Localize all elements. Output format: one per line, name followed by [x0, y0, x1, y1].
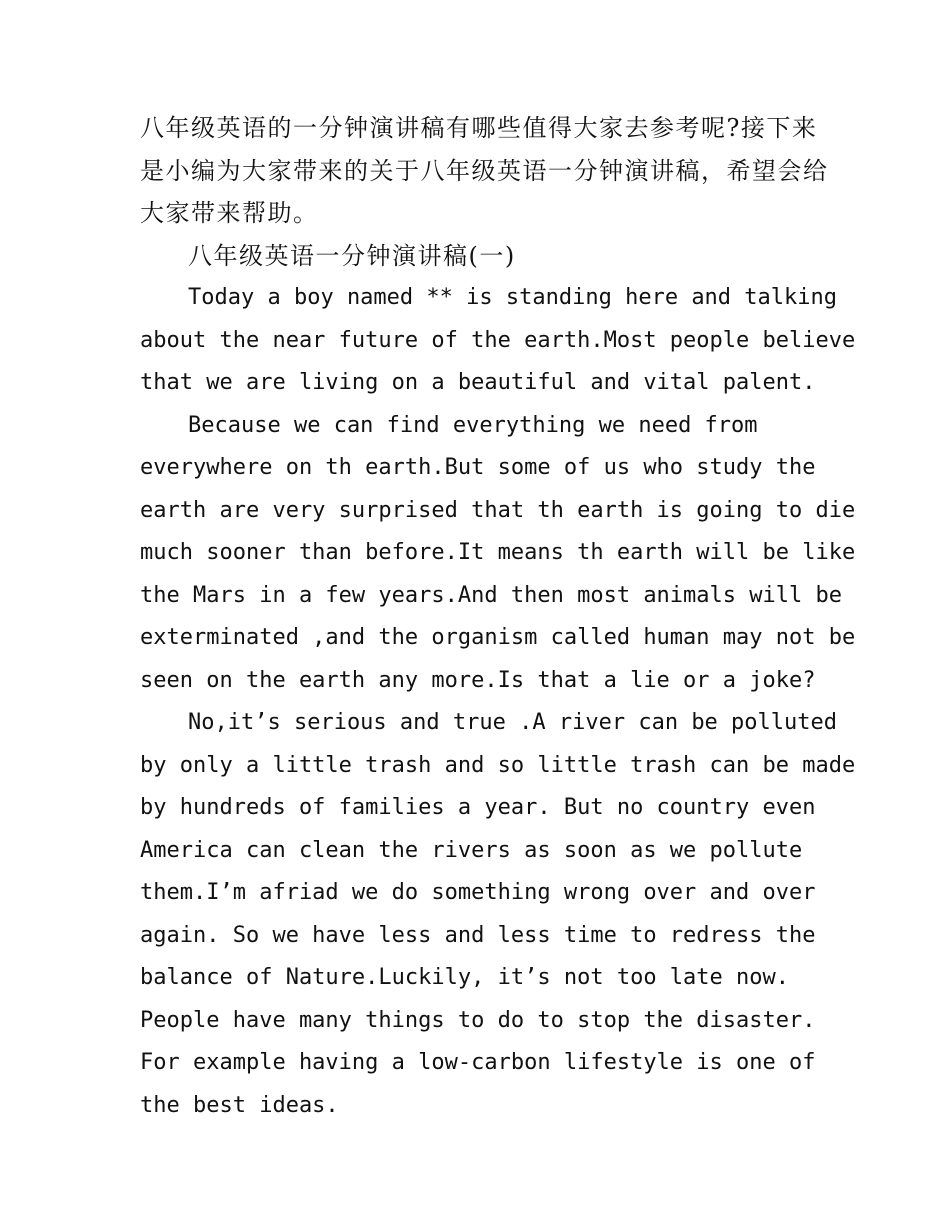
paragraph-line: them.I’m afriad we do something wrong over and over — [140, 880, 816, 905]
paragraph-line: Today a boy named ** is standing here and talking — [188, 285, 838, 310]
paragraph-line: No,it’s serious and true .A river can be polluted — [188, 710, 838, 735]
paragraph-line: the Mars in a few years.And then most animals will be — [140, 582, 842, 608]
paragraph-line: again. So we have less and less time to redress the — [140, 922, 816, 948]
paragraph-line: exterminated ,and the organism called human may not be — [140, 625, 856, 650]
body-paragraph-2 — [140, 405, 856, 703]
paragraph-line: by hundreds of families a year. But no country even — [140, 795, 816, 820]
intro-line: 是小编为大家带来的关于八年级英语一分钟演讲稿，希望会给 — [140, 156, 829, 185]
intro-line: 大家带来帮助。 — [140, 199, 319, 227]
paragraph-line: much sooner than before.It means th earth will be like — [140, 540, 856, 565]
paragraph-line: balance of Nature.Luckily, it’s not too late now. — [140, 965, 790, 990]
paragraph-line: by only a little trash and so little trash can be made — [140, 752, 856, 778]
paragraph-line: America can clean the rivers as soon as we pollute — [140, 837, 803, 863]
paragraph-line: earth are very surprised that th earth is going to die — [140, 497, 856, 523]
paragraph-line: everywhere on th earth.But some of us who study the — [140, 455, 816, 480]
intro-paragraph — [140, 107, 829, 235]
document-body — [140, 107, 856, 1127]
paragraph-line: about the near future of the earth.Most people believe — [140, 327, 856, 353]
paragraph-line: seen on the earth any more.Is that a lie or a joke? — [140, 667, 816, 693]
body-paragraph-1 — [140, 277, 856, 405]
body-paragraph-3 — [140, 702, 856, 1127]
section-heading-text: 八年级英语一分钟演讲稿(一) — [188, 241, 516, 270]
paragraph-line: that we are living on a beautiful and vital palent. — [140, 370, 816, 395]
paragraph-line: the best ideas. — [140, 1092, 339, 1118]
paragraph-line: People have many things to do to stop the disaster. — [140, 1007, 816, 1033]
section-heading — [140, 235, 812, 278]
paragraph-line: Because we can find everything we need from — [188, 412, 758, 438]
paragraph-line: For example having a low-carbon lifestyle is one of — [140, 1050, 816, 1075]
intro-line: 八年级英语的一分钟演讲稿有哪些值得大家去参考呢?接下来 — [140, 114, 818, 142]
